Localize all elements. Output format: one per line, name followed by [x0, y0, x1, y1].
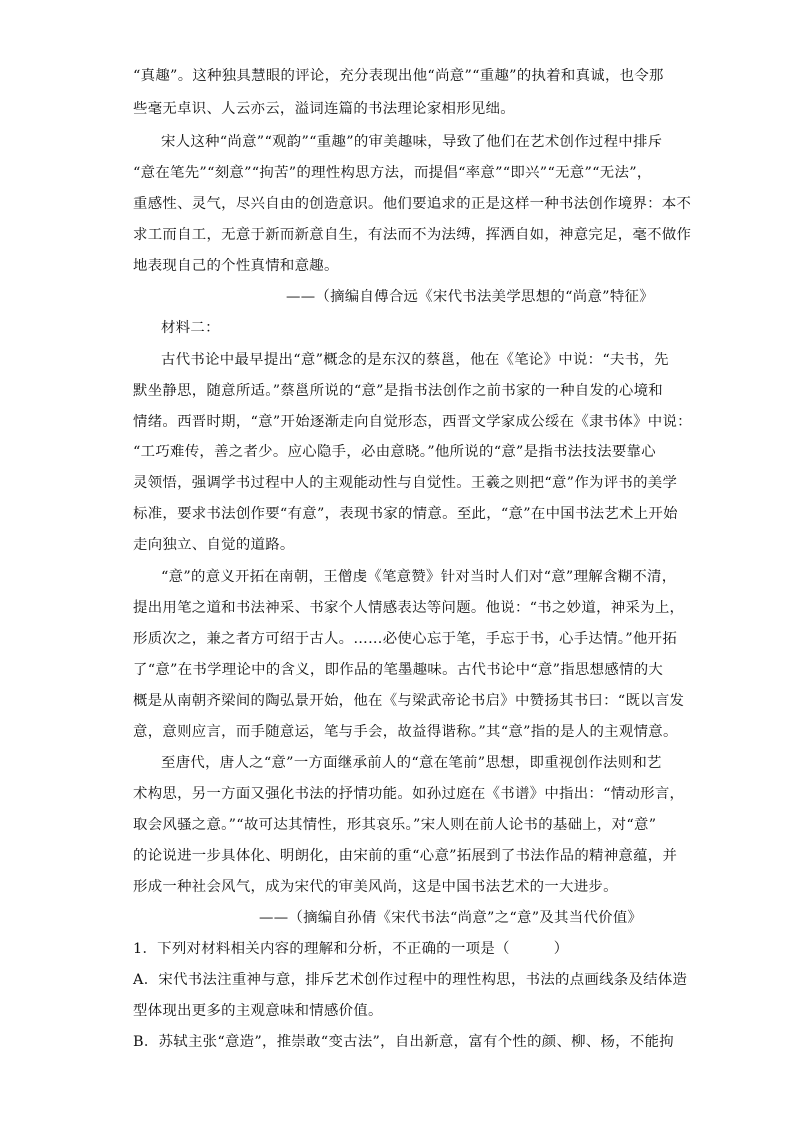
section-heading: 材料二：	[161, 320, 220, 336]
text-line: “意在笔先”“刻意”“拘苦”的理性构思方法，而提倡“率意”“即兴”“无意”“无法”，	[133, 165, 652, 181]
text-line: 重感性、灵气，尽兴自由的创造意识。他们要追求的正是这样一种书法创作境界：本不	[133, 196, 692, 212]
source-citation: ——（摘编自傅合远《宋代书法美学思想的“尚意”特征》	[286, 289, 654, 305]
text-line: 走向独立、自觉的道路。	[133, 537, 295, 553]
text-line: “工巧难传，善之者少。应心隐手，必由意晓。”他所说的“意”是指书法技法要靠心	[133, 444, 656, 460]
text-line: 地表现自己的个性真情和意趣。	[133, 258, 339, 274]
text-line: 的论说进一步具体化、明朗化，由宋前的重“心意”拓展到了书法作品的精神意蕴，并	[133, 848, 678, 864]
option-b: B．苏轼主张“意造”，推崇敢“变古法”，自出新意，富有个性的颜、柳、杨，不能拘	[133, 1034, 674, 1050]
text-line: 至唐代，唐人之“意”一方面继承前人的“意在笔前”思想，即重视创作法则和艺	[161, 755, 662, 771]
text-line: 概是从南朝齐梁间的陶弘景开始，他在《与梁武帝论书启》中赞扬其书曰：“既以言发	[133, 693, 685, 709]
text-line: 形成一种社会风气，成为宋代的审美风尚，这是中国书法艺术的一大进步。	[133, 879, 618, 895]
text-line: 情绪。西晋时期，“意”开始逐渐走向自觉形态，西晋文学家成公绥在《隶书体》中说：	[133, 414, 692, 430]
text-line: 了“意”在书学理论中的含义，即作品的笔墨趣味。古代书论中“意”指思想感情的大	[133, 662, 664, 678]
source-citation: ——（摘编自孙倩《宋代书法“尚意”之“意”及其当代价值》	[259, 910, 643, 926]
text-line: 默坐静思，随意所适。”蔡邕所说的“意”是指书法创作之前书家的一种自发的心境和	[133, 383, 663, 399]
text-line: “真趣”。这种独具慧眼的评论，充分表现出他“尚意”“重趣”的执着和真诚，也令那	[133, 68, 664, 84]
text-line: 宋人这种“尚意”“观韵”“重趣”的审美趣味，导致了他们在艺术创作过程中排斥	[161, 134, 663, 150]
text-line: 提出用笔之道和书法神采、书家个人情感表达等问题。他说：“书之妙道，神采为上，	[133, 600, 685, 616]
text-line: 术构思，另一方面又强化书法的抒情功能。如孙过庭在《书谱》中指出：“情动形言，	[133, 786, 685, 802]
text-line: 意，意则应言，而手随意运，笔与手会，故益得谐称。”其“意”指的是人的主观情意。	[133, 724, 678, 740]
text-line: 些毫无卓识、人云亦云，溢词连篇的书法理论家相形见绌。	[133, 101, 515, 117]
text-line: 标准，要求书法创作要“有意”，表现书家的情意。至此，“意”在中国书法艺术上开始	[133, 506, 678, 522]
text-line: 灵领悟，强调学书过程中人的主观能动性与自觉性。王羲之则把“意”作为评书的美学	[133, 475, 678, 491]
text-line: “意”的意义开拓在南朝，王僧虔《笔意赞》针对当时人们对“意”理解含糊不清，	[161, 569, 677, 585]
text-line: 取会风骚之意。”“故可达其情性，形其哀乐。”宋人则在前人论书的基础上，对“意”	[133, 817, 657, 833]
option-a-cont: 型体现出更多的主观意味和情感价值。	[133, 1003, 383, 1019]
question-stem: 1．下列对材料相关内容的理解和分析，不正确的一项是（ ）	[133, 941, 569, 957]
text-line: 求工而自工，无意于新而新意自生，有法而不为法缚，挥洒自如，神意完足，毫不做作	[133, 227, 692, 243]
text-line: 形质次之，兼之者方可绍于古人。……必使心忘于笔，手忘于书，心手达情。”他开拓	[133, 631, 678, 647]
text-line: 古代书论中最早提出“意”概念的是东汉的蔡邕，他在《笔论》中说：“夫书，先	[161, 352, 669, 368]
option-a: A．宋代书法注重神与意，排斥艺术创作过程中的理性构思，书法的点画线条及结体造	[133, 972, 688, 988]
